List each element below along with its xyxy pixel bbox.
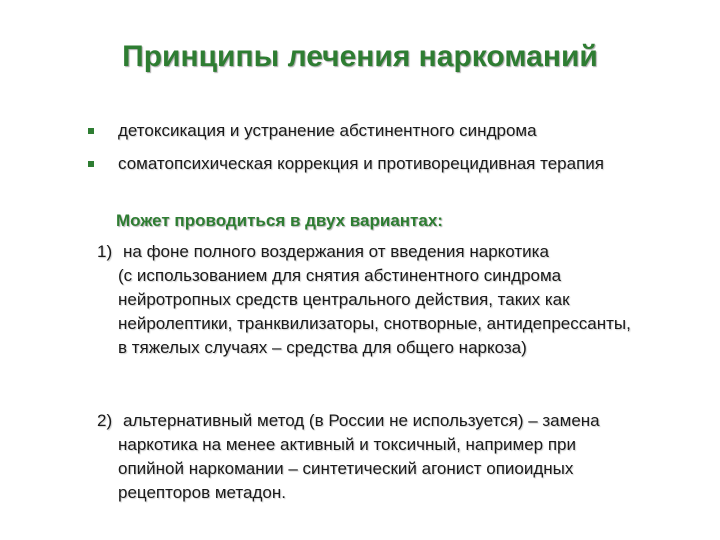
bullet-item — [88, 121, 604, 141]
bullet-list — [88, 121, 604, 187]
slide-title: Принципы лечения наркоманий — [122, 40, 598, 73]
variant-number: 2) — [97, 411, 113, 430]
square-bullet-icon — [88, 128, 94, 134]
variant-item — [97, 409, 600, 505]
bullet-text: соматопсихическая коррекция и противорецидивная терапия — [118, 154, 604, 173]
variants-heading: Может проводиться в двух вариантах: — [116, 211, 443, 230]
variant-line: рецепторов метадон. — [118, 483, 286, 502]
variant-line: в тяжелых случаях – средства для общего наркоза) — [118, 338, 527, 357]
variant-item — [97, 240, 631, 360]
bullet-item — [88, 154, 604, 174]
bullet-text: детоксикация и устранение абстинентного синдрома — [118, 121, 537, 140]
variant-line: на фоне полного воздержания от введения наркотика — [123, 242, 549, 261]
square-bullet-icon — [88, 161, 94, 167]
variant-number: 1) — [97, 242, 113, 261]
variant-line: нейролептики, транквилизаторы, снотворные, антидепрессанты, — [118, 314, 631, 333]
variant-line: нейротропных средств центрального действия, таких как — [118, 290, 570, 309]
variant-line: альтернативный метод (в России не используется) – замена — [123, 411, 600, 430]
variant-line: опийной наркомании – синтетический агонист опиоидных — [118, 459, 574, 478]
variant-line: (с использованием для снятия абстинентного синдрома — [118, 266, 562, 285]
variant-line: наркотика на менее активный и токсичный, например при — [118, 435, 577, 454]
